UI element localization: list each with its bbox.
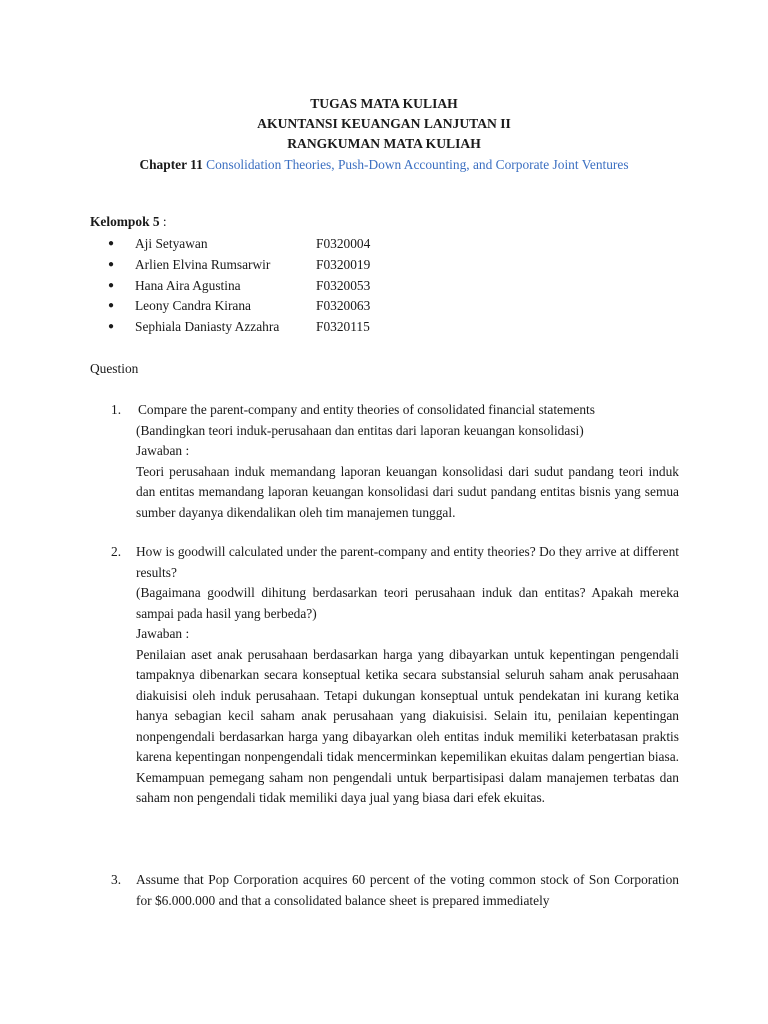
question-translation: (Bandingkan teori induk-perusahaan dan entitas dari laporan keuangan konsolidasi)	[136, 422, 584, 438]
document-heading	[0, 94, 768, 176]
question-number: 3.	[111, 872, 122, 887]
bullet-icon: ●	[108, 321, 115, 333]
member-name: Leony Candra Kirana	[135, 298, 252, 314]
question-body	[136, 542, 679, 809]
title-line-1: TUGAS MATA KULIAH	[310, 96, 458, 111]
question-number: 2.	[111, 544, 122, 559]
member-name: Arlien Elvina Rumsarwir	[135, 256, 271, 272]
member-id: F0320004	[316, 236, 371, 251]
bullet-icon: ●	[108, 258, 115, 270]
chapter-line	[0, 155, 768, 176]
member-name: Hana Aira Agustina	[135, 277, 241, 293]
bullet-icon: ●	[108, 279, 115, 291]
answer-text: Teori perusahaan induk memandang laporan keuangan konsolidasi dari sudut pandang teori induk dan entitas memandang laporan keuangan konsolidasi dari sudut pandang entitas bisnis yang semua sumber dayanya dikendalikan oleh tim manajemen tunggal.	[136, 463, 679, 520]
question-text: Assume that Pop Corporation acquires 60 percent of the voting common stock of Son Corporation for $6.000.000 and that a consolidated balance sheet is prepared immediately	[136, 872, 679, 908]
member-id: F0320019	[316, 256, 371, 272]
question-text: How is goodwill calculated under the parent-company and entity theories? Do they arrive at different results?	[136, 544, 679, 580]
answer-label: Jawaban :	[136, 443, 190, 458]
title-line-2: AKUNTANSI KEUANGAN LANJUTAN II	[257, 116, 511, 131]
member-id: F0320115	[316, 319, 370, 335]
bullet-icon: ●	[108, 238, 115, 249]
question-label: Question	[90, 361, 139, 376]
question-text: Compare the parent-company and entity theories of consolidated financial statements	[138, 402, 595, 417]
chapter-label: Chapter 11	[139, 157, 203, 172]
member-name: Sephiala Daniasty Azzahra	[135, 319, 280, 335]
member-id: F0320053	[316, 277, 371, 293]
chapter-title: Consolidation Theories, Push-Down Accounting, and Corporate Joint Ventures	[206, 157, 629, 172]
question-body	[136, 400, 679, 523]
group-label-suffix: :	[159, 214, 167, 229]
question-translation: (Bagaimana goodwill dihitung berdasarkan teori perusahaan induk dan entitas? Apakah mereka sampai pada hasil yang berbeda?)	[136, 585, 679, 621]
group-label: Kelompok 5	[90, 214, 160, 229]
answer-label: Jawaban :	[136, 626, 190, 641]
question-body	[136, 870, 679, 911]
member-name: Aji Setyawan	[135, 236, 208, 251]
bullet-icon: ●	[108, 300, 115, 312]
question-number: 1.	[111, 402, 122, 417]
title-line-3: RANGKUMAN MATA KULIAH	[287, 136, 481, 151]
member-id: F0320063	[316, 298, 371, 314]
answer-text: Penilaian aset anak perusahaan berdasarkan harga yang dibayarkan untuk kepentingan pengendali tampaknya dibenarkan secara konseptual ketika secara substansial seluruh saham anak perusahaan diakuisisi oleh induk perusahaan. Tetapi dukungan konseptual untuk pendekatan ini kurang ketika hanya sebagian kecil saham anak perusahaan yang diakuisisi. Selain itu, penilaian kepentingan nonpengendali berdasarkan harga yang dibayarkan oleh entitas induk memiliki keterbatasan praktis karena kepentingan nonpengendali tidak mencerminkan kepemilikan ekuitas dalam pengertian biasa. Kemampuan pemegang saham non pengendali untuk berpartisipasi dalam manajemen terbatas dan saham non pengendali tidak memiliki daya jual yang biasa dari efek ekuitas.	[136, 646, 679, 805]
group-heading	[90, 212, 167, 233]
